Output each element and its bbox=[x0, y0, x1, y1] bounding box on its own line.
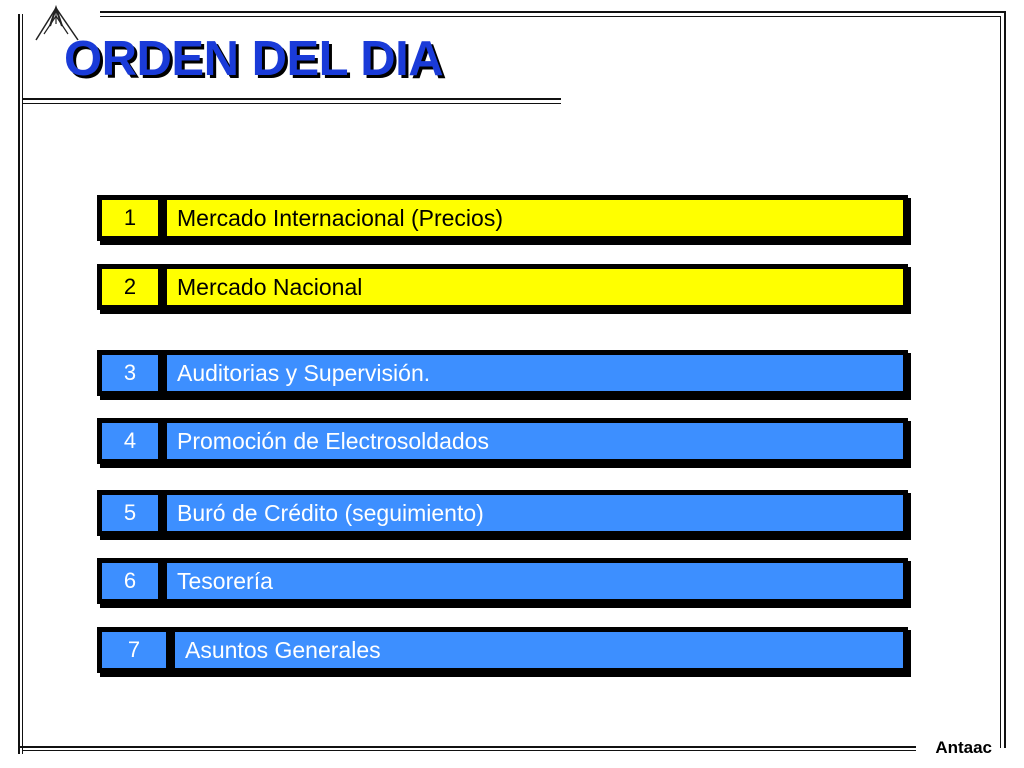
agenda-item-number: 3 bbox=[97, 350, 163, 396]
page-title: ORDEN DEL DIA bbox=[64, 32, 444, 86]
agenda-item-5 bbox=[97, 490, 911, 540]
agenda-item-label: Promoción de Electrosoldados bbox=[163, 418, 908, 464]
frame-right-inner bbox=[1000, 16, 1001, 748]
frame-left-inner bbox=[22, 14, 23, 754]
agenda-item-7 bbox=[97, 627, 911, 677]
frame-top-outer bbox=[100, 11, 1006, 13]
frame-right-outer bbox=[1004, 11, 1006, 748]
agenda-item-number: 5 bbox=[97, 490, 163, 536]
agenda-item-number: 7 bbox=[97, 627, 171, 673]
frame-bottom-outer bbox=[18, 746, 916, 748]
agenda-item-1 bbox=[97, 195, 911, 245]
agenda-item-label: Tesorería bbox=[163, 558, 908, 604]
frame-left-outer bbox=[18, 14, 20, 754]
agenda-item-label: Mercado Internacional (Precios) bbox=[163, 195, 908, 241]
footer-brand: Antaac bbox=[935, 738, 992, 757]
frame-bottom-inner bbox=[22, 750, 916, 751]
title-underline-top bbox=[22, 98, 561, 100]
agenda-item-label: Asuntos Generales bbox=[171, 627, 908, 673]
agenda-item-number: 1 bbox=[97, 195, 163, 241]
agenda-item-number: 6 bbox=[97, 558, 163, 604]
agenda-item-3 bbox=[97, 350, 911, 400]
agenda-item-number: 2 bbox=[97, 264, 163, 310]
agenda-item-label: Mercado Nacional bbox=[163, 264, 908, 310]
agenda-item-label: Auditorias y Supervisión. bbox=[163, 350, 908, 396]
agenda-item-2 bbox=[97, 264, 911, 314]
title-underline-bottom bbox=[22, 103, 561, 104]
agenda-item-label: Buró de Crédito (seguimiento) bbox=[163, 490, 908, 536]
frame-top-inner bbox=[100, 16, 1001, 17]
agenda-item-number: 4 bbox=[97, 418, 163, 464]
agenda-item-4 bbox=[97, 418, 911, 468]
agenda-item-6 bbox=[97, 558, 911, 608]
